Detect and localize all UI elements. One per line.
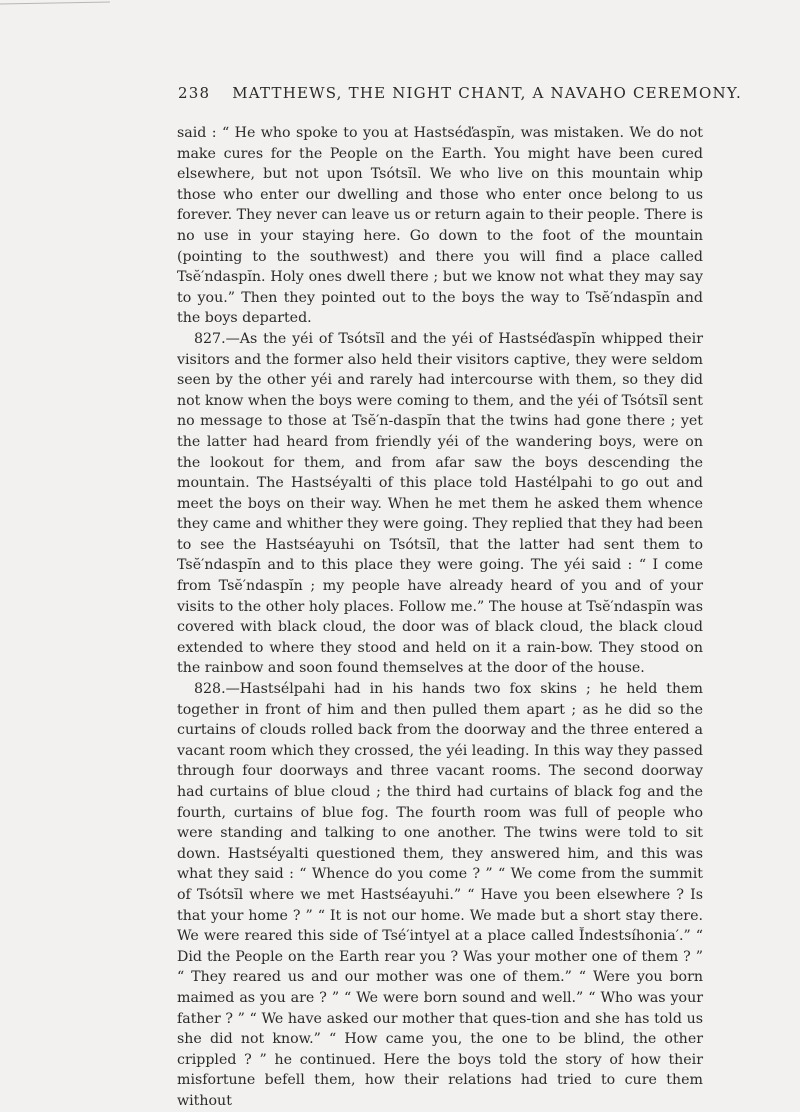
paragraph-continuation: said : “ He who spoke to you at Hastséďaspĭn, was mistaken. We do not make cures for the People on the Earth. You might have been cured elsewhere, but not upon Tsótsĭl. We who live on this mountain whip those who enter our dwelling and those who enter once belong to us forever. They never can leave us or return again to their people. There is no use in your staying here. Go down to the foot of the mountain (pointing to the southwest) and there you will find a place called Tsĕ′ndaspĭn. Holy ones dwell there ; but we know not what they may say to you.” Then they pointed out to the boys the way to Tsĕ′ndaspĭn and the boys departed. <box>177 125 703 327</box>
corner-pencil-mark <box>0 0 120 10</box>
running-header <box>178 84 778 102</box>
body-text <box>177 123 703 1112</box>
paragraph-827: 827.—As the yéi of Tsótsĭl and the yéi of Hastséďaspĭn whipped their visitors and the former also held their visitors captive, they were seldom seen by the other yéi and rarely had intercourse with them, so they did not know when the boys were coming to them, and the yéi of Tsótsĭl sent no message to those at Tsĕ′n-daspĭn that the twins had gone there ; yet the latter had heard from friendly yéi of the wandering boys, were on the lookout for them, and from afar saw the boys descending the mountain. The Hastséyalti of this place told Hastélpahi to go out and meet the boys on their way. When he met them he asked them whence they came and whither they were going. They replied that they had been to see the Hastséayuhi on Tsótsĭl, that the latter had sent them to Tsĕ′ndaspĭn and to this place they were going. The yéi said : “ I come from Tsĕ′ndaspĭn ; my people have already heard of you and of your visits to the other holy places. Follow me.” The house at Tsĕ′ndaspĭn was covered with black cloud, the door was of black cloud, the black cloud extended to where they stood and held on it a rain-bow. They stood on the rainbow and soon found themselves at the door of the house. <box>177 330 703 677</box>
paragraph-828: 828.—Hastsélpahi had in his hands two fox skins ; he held them together in front of him and then pulled them apart ; as he did so the curtains of clouds rolled back from the doorway and the three entered a vacant room which they crossed, the yéi leading. In this way they passed through four doorways and three vacant rooms. The second doorway had curtains of blue cloud ; the third had curtains of black fog and the fourth, curtains of blue fog. The fourth room was full of people who were standing and talking to one another. The twins were told to sit down. Hastséyalti questioned them, they answered him, and this was what they said : “ Whence do you come ? ” “ We come from the summit of Tsótsĭl where we met Hastséayuhi.” “ Have you been elsewhere ? Is that your home ? ” “ It is not our home. We made but a short stay there. We were reared this side of Tsé′intyel at a place called Ĭndestsíhonia′.” “ Did the People on the Earth rear you ? Was your mother one of them ? ” “ They reared us and our mother was one of them.” “ Were you born maimed as you are ? ” “ We were born sound and well.” “ Who was your father ? ” “ We have asked our mother that ques-tion and she has told us she did not know.” “ How came you, the one to be blind, the other crippled ? ” he continued. Here the boys told the story of how their misfortune befell them, how their relations had tried to cure them without <box>177 681 703 1109</box>
page-number: 238 <box>178 84 211 102</box>
running-title: MATTHEWS, THE NIGHT CHANT, A NAVAHO CEREMONY. <box>232 84 742 102</box>
